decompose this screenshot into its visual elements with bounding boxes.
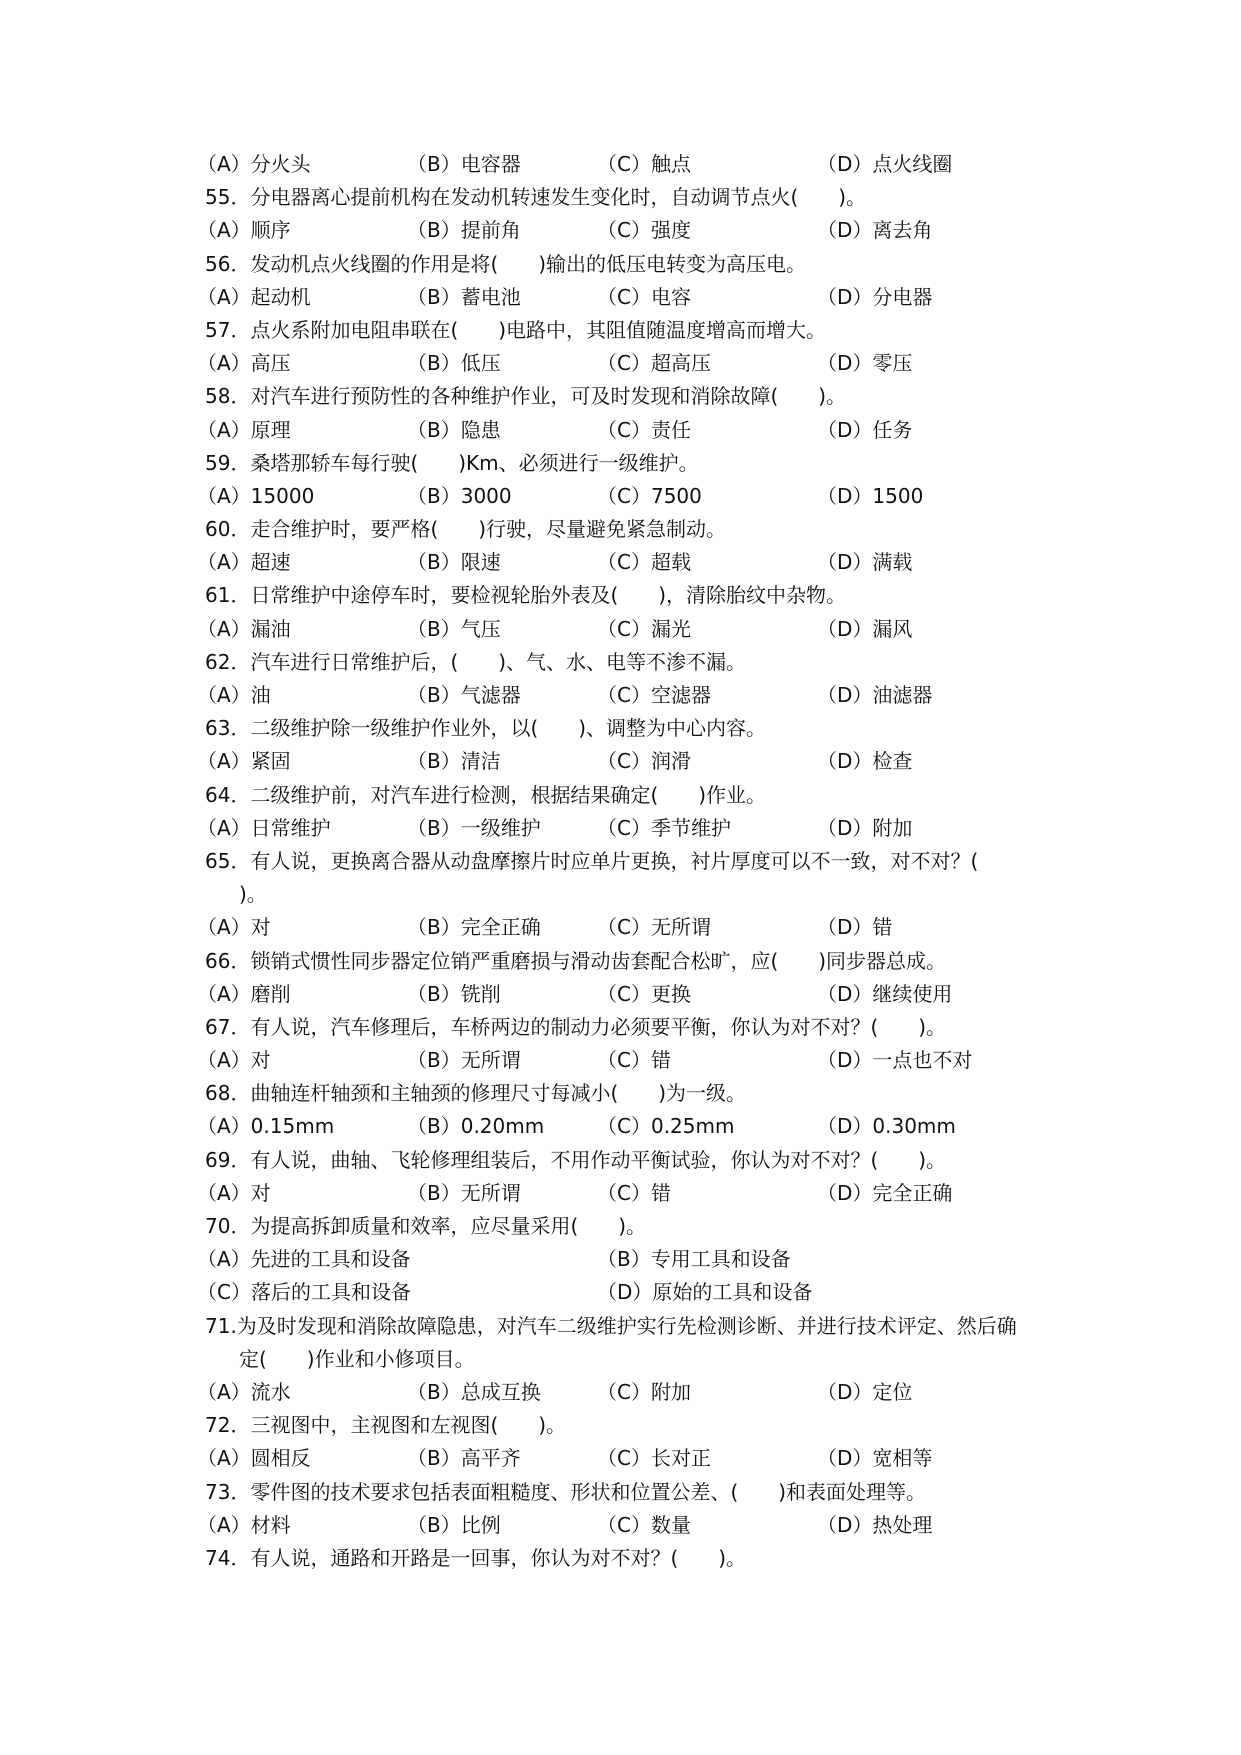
options-row [197, 480, 1097, 513]
answer-option: （C）无所谓 [597, 915, 711, 940]
options-row [197, 911, 1097, 944]
question-text: 55．分电器离心提前机构在发动机转速发生变化时，自动调节点火( )。 [205, 185, 867, 210]
options-row [197, 347, 1097, 380]
answer-option: （A）先进的工具和设备 [197, 1247, 411, 1272]
answer-option: （D）点火线圈 [817, 152, 953, 176]
answer-option: （D）离去角 [817, 218, 933, 243]
answer-option: （C）季节维护 [597, 815, 731, 840]
answer-option: （A）对 [197, 915, 271, 940]
options-row [197, 1376, 1097, 1409]
question-text: 67．有人说，汽车修理后，车桥两边的制动力必须要平衡，你认为对不对？( )。 [205, 1014, 947, 1039]
answer-option: （A）流水 [197, 1379, 291, 1404]
answer-option: （A）对 [197, 1180, 271, 1205]
answer-option: （B）限速 [407, 550, 501, 575]
answer-option: （D）错 [817, 915, 893, 940]
answer-option: （B）高平齐 [407, 1446, 521, 1471]
answer-option: （C）漏光 [597, 616, 691, 641]
options-row [197, 1509, 1097, 1542]
answer-option: （D）一点也不对 [817, 1048, 973, 1073]
answer-option: （B）清洁 [407, 749, 501, 774]
answer-option: （D）油滤器 [817, 683, 933, 707]
answer-option: （A）磨削 [197, 981, 291, 1006]
question-text: 61．日常维护中途停车时，要检视轮胎外表及( )，清除胎纹中杂物。 [205, 583, 847, 608]
answer-option: （D）1500 [817, 483, 924, 508]
answer-option: （A）起动机 [197, 284, 311, 309]
options-row [197, 679, 1097, 712]
answer-option: （D）分电器 [817, 284, 933, 309]
answer-option: （B）比例 [407, 1512, 501, 1537]
question-text: 65．有人说，更换离合器从动盘摩擦片时应单片更换，衬片厚度可以不一致，对不对？( [205, 848, 979, 873]
options-row [197, 1044, 1097, 1077]
options-row [197, 812, 1097, 845]
options-row [197, 1177, 1097, 1210]
answer-option: （D）任务 [817, 417, 913, 442]
answer-option: （D）附加 [817, 815, 913, 840]
options-row [197, 214, 1097, 247]
answer-option: （A）油 [197, 683, 271, 707]
answer-option: （B）3000 [407, 483, 512, 508]
answer-option: （B）蓄电池 [407, 284, 521, 309]
answer-option: （C）7500 [597, 483, 702, 508]
answer-option: （D）零压 [817, 351, 913, 376]
question-text: 63．二级维护除一级维护作业外，以( )、调整为中心内容。 [205, 716, 767, 741]
question-text: 57．点火系附加电阻串联在( )电路中，其阻值随温度增高而增大。 [205, 317, 827, 342]
answer-option: （D）检查 [817, 749, 913, 774]
question-text: 73．零件图的技术要求包括表面粗糙度、形状和位置公差、( )和表面处理等。 [205, 1479, 927, 1504]
question-text: 60．走合维护时，要严格( )行驶，尽量避免紧急制动。 [205, 517, 727, 542]
answer-option: （D）0.30mm [817, 1114, 956, 1139]
answer-option: （A）高压 [197, 351, 291, 376]
answer-option: （A）原理 [197, 417, 291, 442]
answer-option: （C）空滤器 [597, 683, 711, 707]
answer-option: （C）更换 [597, 981, 691, 1006]
answer-option: （B）完全正确 [407, 915, 541, 940]
answer-option: （C）数量 [597, 1512, 691, 1537]
answer-option: （D）完全正确 [817, 1180, 953, 1205]
options-row [197, 978, 1097, 1011]
question-text: 71.为及时发现和消除故障隐患，对汽车二级维护实行先检测诊断、并进行技术评定、然后确 [205, 1313, 1017, 1338]
answer-option: （B）专用工具和设备 [597, 1247, 791, 1272]
question-text: 70．为提高拆卸质量和效率，应尽量采用( )。 [205, 1214, 647, 1238]
answer-option: （C）错 [597, 1180, 671, 1205]
question-list [197, 148, 1097, 1575]
answer-option: （B）无所谓 [407, 1048, 521, 1073]
answer-option: （C）落后的工具和设备 [197, 1280, 411, 1305]
options-row [197, 414, 1097, 447]
answer-option: （C）0.25mm [597, 1114, 735, 1139]
answer-option: （B）无所谓 [407, 1180, 521, 1205]
answer-option: （D）定位 [817, 1379, 913, 1404]
answer-option: （B）一级维护 [407, 815, 541, 840]
answer-option: （A）紧固 [197, 749, 291, 774]
question-text: 72．三视图中，主视图和左视图( )。 [205, 1413, 567, 1438]
answer-option: （B）铣削 [407, 981, 501, 1006]
answer-option: （C）超载 [597, 550, 691, 575]
question-text: 59．桑塔那轿车每行驶( )Km、必须进行一级维护。 [205, 450, 699, 475]
answer-option: （B）提前角 [407, 218, 521, 243]
answer-option: （C）强度 [597, 218, 691, 243]
options-row [197, 613, 1097, 646]
options-row [197, 148, 1097, 181]
answer-option: （B）电容器 [407, 152, 521, 176]
answer-option: （D）漏风 [817, 616, 913, 641]
answer-option: （A）日常维护 [197, 815, 331, 840]
answer-option: （A）对 [197, 1048, 271, 1073]
answer-option: （A）漏油 [197, 616, 291, 641]
answer-option: （C）附加 [597, 1379, 691, 1404]
answer-option: （D）宽相等 [817, 1446, 933, 1471]
answer-option: （A）15000 [197, 483, 315, 508]
question-text: 56．发动机点火线圈的作用是将( )输出的低压电转变为高压电。 [205, 251, 807, 276]
options-row [197, 1243, 1097, 1276]
answer-option: （B）气滤器 [407, 683, 521, 707]
answer-option: （A）材料 [197, 1512, 291, 1537]
answer-option: （C）责任 [597, 417, 691, 442]
options-row [197, 1442, 1097, 1475]
question-text: 68．曲轴连杆轴颈和主轴颈的修理尺寸每减小( )为一级。 [205, 1081, 747, 1106]
question-continuation: )。 [239, 882, 267, 907]
answer-option: （B）0.20mm [407, 1114, 545, 1139]
answer-option: （C）长对正 [597, 1446, 711, 1471]
answer-option: （D）继续使用 [817, 981, 953, 1006]
question-text: 74．有人说，通路和开路是一回事，你认为对不对？( )。 [205, 1545, 747, 1570]
answer-option: （D）热处理 [817, 1512, 933, 1537]
answer-option: （A）圆相反 [197, 1446, 311, 1471]
answer-option: （D）原始的工具和设备 [597, 1280, 813, 1305]
options-row [197, 745, 1097, 778]
question-continuation: 定( )作业和小修项目。 [239, 1346, 475, 1371]
question-text: 69．有人说，曲轴、飞轮修理组装后，不用作动平衡试验，你认为对不对？( )。 [205, 1147, 947, 1172]
answer-option: （C）润滑 [597, 749, 691, 774]
answer-option: （C）触点 [597, 152, 691, 176]
answer-option: （B）气压 [407, 616, 501, 641]
options-row [197, 1110, 1097, 1143]
answer-option: （A）0.15mm [197, 1114, 335, 1139]
answer-option: （A）超速 [197, 550, 291, 575]
options-row [197, 1276, 1097, 1309]
answer-option: （C）超高压 [597, 351, 711, 376]
question-text: 62．汽车进行日常维护后，( )、气、水、电等不渗不漏。 [205, 649, 747, 674]
answer-option: （B）总成互换 [407, 1379, 541, 1404]
answer-option: （C）电容 [597, 284, 691, 309]
question-text: 66．锁销式惯性同步器定位销严重磨损与滑动齿套配合松旷，应( )同步器总成。 [205, 948, 947, 973]
question-text: 58．对汽车进行预防性的各种维护作业，可及时发现和消除故障( )。 [205, 384, 847, 409]
answer-option: （A）分火头 [197, 152, 311, 176]
answer-option: （B）隐患 [407, 417, 501, 442]
options-row [197, 546, 1097, 579]
answer-option: （D）满载 [817, 550, 913, 575]
question-text: 64．二级维护前，对汽车进行检测，根据结果确定( )作业。 [205, 782, 767, 807]
answer-option: （C）错 [597, 1048, 671, 1073]
options-row [197, 281, 1097, 314]
answer-option: （A）顺序 [197, 218, 291, 243]
answer-option: （B）低压 [407, 351, 501, 376]
